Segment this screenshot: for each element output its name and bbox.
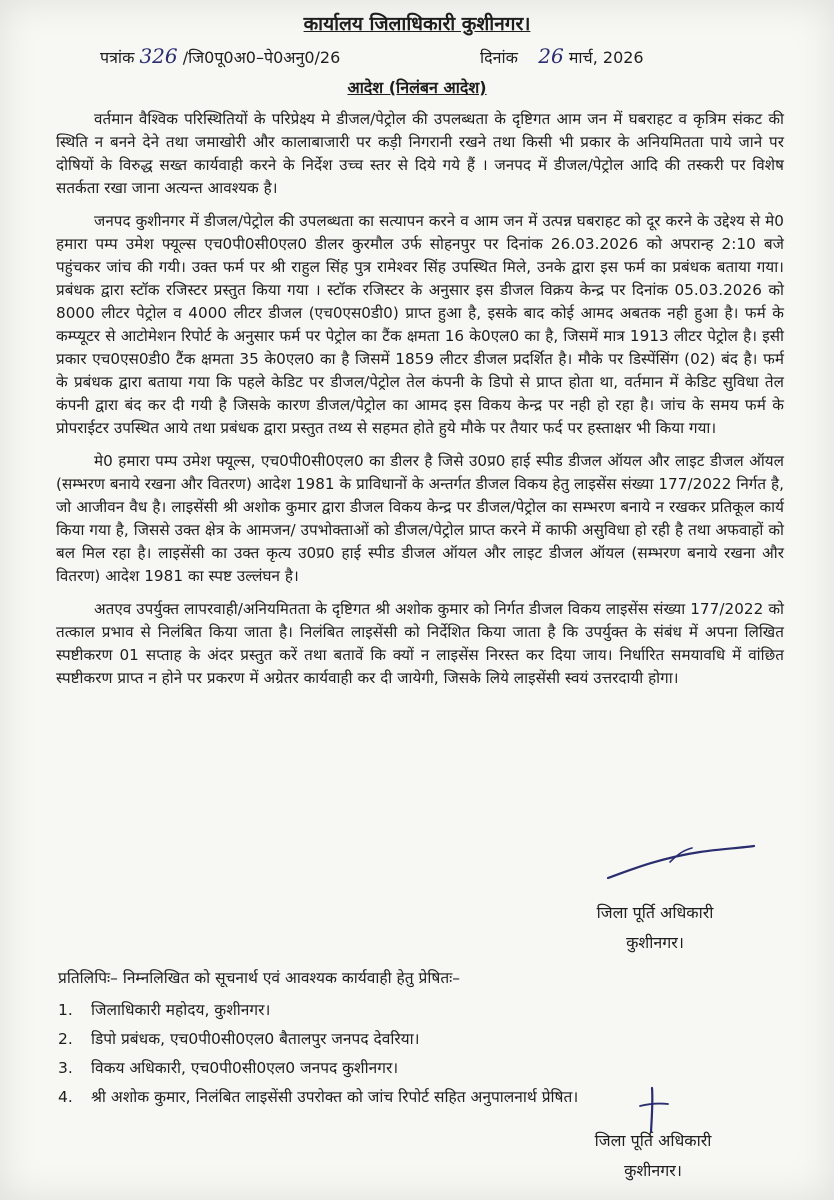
list-item-text: श्री अशोक कुमार, निलंबित लाइसेंसी उपरोक्त को जांच रिपोर्ट सहित अनुपालनार्थ प्रेषित।	[90, 1088, 579, 1106]
signature-stroke-1	[600, 840, 760, 890]
list-item-number: 2.	[58, 1030, 73, 1048]
list-item	[58, 1025, 778, 1054]
list-item-text: जिलाधिकारी महोदय, कुशीनगर।	[90, 1001, 271, 1019]
copy-to-heading: प्रतिलिपिः– निम्नलिखित को सूचनार्थ एवं आवश्यक कार्यवाही हेतु प्रेषितः–	[58, 969, 461, 987]
reference-line	[100, 44, 340, 68]
date-rest: मार्च, 2026	[568, 48, 644, 67]
signature-block-2	[558, 1126, 748, 1186]
list-item-number: 3.	[58, 1059, 73, 1077]
signature-block-1	[560, 898, 750, 958]
paragraph-inspection: जनपद कुशीनगर में डीजल/पेट्रोल की उपलब्धता का सत्यापन करने व आम जन में उत्पन्न घबराहट को दूर करने के उद्देश्य से मे0 हमारा पम्प उमेश फ्यूल्स एच0पी0सी0एल0 डीलर कुरमौल उर्फ सोहनपुर पर दिनांक 26.03.2026 को अपरान्ह 2:10 बजे पहुंचकर जांच की गयी। उक्त फर्म पर श्री राहुल सिंह पुत्र रामेश्वर सिंह उपस्थित मिले, उनके द्वारा इस फर्म का प्रबंधक बताया गया। प्रबंधक द्वारा स्टॉक रजिस्टर प्रस्तुत किया गया । स्टॉक रजिस्टर के अनुसार इस डीजल विक्रय केन्द्र पर दिनांक 05.03.2026 को 8000 लीटर पेट्रोल व 4000 लीटर डीजल (एच0एस0डी0) प्राप्त हुआ है, इसके बाद कोई आमद अबतक नही हुआ है। फर्म के कम्प्यूटर से आटोमेशन रिपोर्ट के अनुसार फर्म पर पेट्रोल का टैंक क्षमता 16 के0एल0 का है, जिसमें मात्र 1913 लीटर पेट्रोल है। इसी प्रकार एच0एस0डी0 टैंक क्षमता 35 के0एल0 का है जिसमें 1859 लीटर डीजल प्रदर्शित है। मौके पर डिस्पेंसिंग (02) बंद है। फर्म के प्रबंधक द्वारा बताया गया कि पहले केडिट पर डीजल/पेट्रोल तेल कंपनी के डिपो से प्राप्त होता था, वर्तमान में केडिट सुविधा तेल कंपनी द्वारा बंद कर दी गयी है जिसके कारण डीजल/पेट्रोल का आमद इस विकय केन्द्र पर नही हो रहा है। जांच के समय फर्म के प्रोपराईटर उपस्थित आये तथा प्रबंधक द्वारा प्रस्तुत तथ्य से सहमत होते हुये मौके पर तैयार फर्द पर हस्ताक्षर भी किया गया।	[56, 212, 784, 437]
order-title: आदेश (निलंबन आदेश)	[347, 78, 487, 97]
signatory-place: कुशीनगर।	[626, 933, 684, 952]
list-item-number: 1.	[58, 1001, 73, 1019]
list-item-number: 4.	[58, 1088, 73, 1106]
list-item	[58, 1054, 778, 1083]
paragraph-suspension: अतएव उपर्युक्त लापरवाही/अनियमितता के दृष्टिगत श्री अशोक कुमार को निर्गत डीजल विकय लाइसेंस संख्या 177/2022 को तत्काल प्रभाव से निलंबित किया जाता है। निलंबित लाइसेंसी को निर्देशित किया जाता है कि उपर्युक्त के संबंध में अपना लिखित स्पष्टीकरण 01 सप्ताह के अंदर प्रस्तुत करें तथा बतावें कि क्यों न लाइसेंस निरस्त कर दिया जाय। निर्धारित समयावधि में वांछित स्पष्टीकरण प्राप्त न होने पर प्रकरण में अग्रेतर कार्यवाही कर दी जायेगी, जिसके लिये लाइसेंसी स्वयं उत्तरदायी होगा।	[56, 600, 784, 687]
date-line	[480, 44, 644, 68]
office-heading: कार्यालय जिलाधिकारी कुशीनगर।	[303, 13, 531, 35]
date-day-handwritten: 26	[538, 44, 564, 68]
signatory-designation: जिला पूर्ति अधिकारी	[594, 1131, 712, 1150]
list-item-text: विकय अधिकारी, एच0पी0सी0एल0 जनपद कुशीनगर।	[90, 1059, 399, 1077]
ref-number-handwritten: 326	[139, 44, 178, 68]
signatory-place: कुशीनगर।	[624, 1161, 682, 1180]
list-item	[58, 996, 778, 1025]
date-label: दिनांक	[480, 48, 518, 67]
list-item-text: डिपो प्रबंधक, एच0पी0सी0एल0 बैतालपुर जनपद देवरिया।	[90, 1030, 420, 1048]
paragraph-license: मे0 हमारा पम्प उमेश फ्यूल्स, एच0पी0सी0एल0 का डीलर है जिसे उ0प्र0 हाई स्पीड डीजल ऑयल और लाइट डीजल ऑयल (सम्भरण बनाये रखना और वितरण) आदेश 1981 के प्राविधानों के अन्तर्गत डीजल विकय हेतु लाइसेंस संख्या 177/2022 निर्गत है, जो आजीवन वैध है। लाइसेंसी श्री अशोक कुमार द्वारा डीजल विकय केन्द्र पर डीजल/पेट्रोल का सम्भरण बनाये न रखकर प्रतिकूल कार्य किया गया है, जिससे उक्त क्षेत्र के आमजन/ उपभोक्ताओं को डीजल/पेट्रोल प्राप्त करने में काफी असुविधा हो रही है तथा अफवाहों को बल मिल रहा है। लाइसेंसी का उक्त कृत्य उ0प्र0 हाई स्पीड डीजल ऑयल और लाइट डीजल ऑयल (सम्भरण बनाये रखना और वितरण) आदेश 1981 का स्पष्ट उल्लंघन है।	[56, 452, 784, 585]
paragraph-context: वर्तमान वैश्विक परिस्थितियों के परिप्रेक्ष्य मे डीजल/पेट्रोल की उपलब्धता के दृष्टिगत आम जन में घबराहट व कृत्रिम संकट की स्थिति न बनने देने तथा जमाखोरी और कालाबाजारी पर कड़ी निगरानी रखने तथा किसी भी प्रकार के अनियमितता पाये जाने पर दोषियों के विरुद्ध सख्त कार्यवाही करने के निर्देश उच्च स्तर से दिये गये हैं । जनपद में डीजल/पेट्रोल आदि की तस्करी पर विशेष सतर्कता रखा जाना अत्यन्त आवश्यक है।	[56, 110, 784, 197]
ref-prefix: पत्रांक	[100, 48, 135, 67]
ref-suffix: /जि0पू0अ0–पे0अनु0/26	[182, 48, 341, 67]
signatory-designation: जिला पूर्ति अधिकारी	[596, 903, 714, 922]
order-body	[56, 108, 784, 700]
